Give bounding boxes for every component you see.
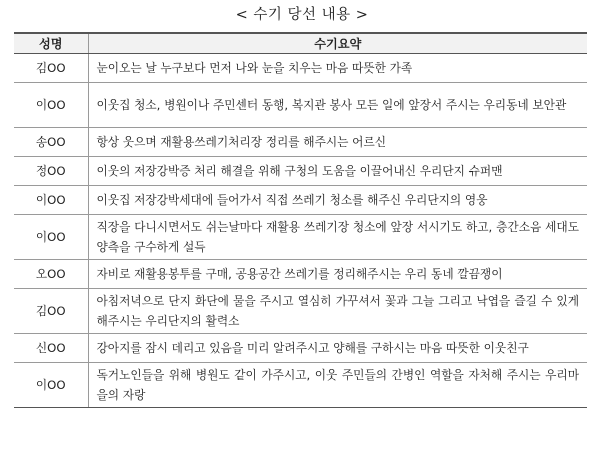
table-row [14,83,587,128]
cell-summary: 아침저녁으로 단지 화단에 물을 주시고 열심히 가꾸셔서 꽃과 그늘 그리고 낙엽을 즐길 수 있게 해주시는 우리단지의 활력소 [88,289,587,334]
cell-summary: 자비로 재활용봉투를 구매, 공용공간 쓰레기를 정리해주시는 우리 동네 깔끔쟁이 [88,260,587,289]
cell-summary: 독거노인들을 위해 병원도 같이 가주시고, 이웃 주민들의 간병인 역할을 자처해 주시는 우리마을의 자랑 [88,363,587,408]
cell-name: 김OO [14,54,88,83]
table-header-row [14,33,587,54]
cell-name: 정OO [14,157,88,186]
cell-summary: 이웃의 저장강박증 처리 해결을 위해 구청의 도움을 이끌어내신 우리단지 슈퍼맨 [88,157,587,186]
cell-name: 이OO [14,83,88,128]
cell-name: 이OO [14,186,88,215]
cell-summary: 이웃집 청소, 병원이나 주민센터 동행, 복지관 봉사 모든 일에 앞장서 주시는 우리동네 보안관 [88,83,587,128]
table-row [14,54,587,83]
cell-name: 오OO [14,260,88,289]
cell-summary: 강아지를 잠시 데리고 있음을 미리 알려주시고 양해를 구하시는 마음 따뜻한 이웃친구 [88,334,587,363]
cell-name: 이OO [14,363,88,408]
cell-name: 김OO [14,289,88,334]
cell-summary: 직장을 다니시면서도 쉬는날마다 재활용 쓰레기장 청소에 앞장 서시기도 하고, 층간소음 세대도 양측을 구수하게 설득 [88,215,587,260]
cell-summary: 항상 웃으며 재활용쓰레기처리장 정리를 해주시는 어르신 [88,128,587,157]
table-row [14,215,587,260]
cell-summary: 이웃집 저장강박세대에 들어가서 직접 쓰레기 청소를 해주신 우리단지의 영웅 [88,186,587,215]
table-row [14,186,587,215]
cell-name: 이OO [14,215,88,260]
cell-name: 신OO [14,334,88,363]
cell-summary: 눈이오는 날 누구보다 먼저 나와 눈을 치우는 마음 따뜻한 가족 [88,54,587,83]
winners-table [14,32,587,408]
table-row [14,334,587,363]
cell-name: 송OO [14,128,88,157]
header-name: 성명 [14,33,88,54]
table-row [14,260,587,289]
table-row [14,363,587,408]
table-row [14,128,587,157]
header-summary: 수기요약 [88,33,587,54]
table-row [14,157,587,186]
table-row [14,289,587,334]
table-caption: < 수기 당선 내용 > [235,7,369,23]
